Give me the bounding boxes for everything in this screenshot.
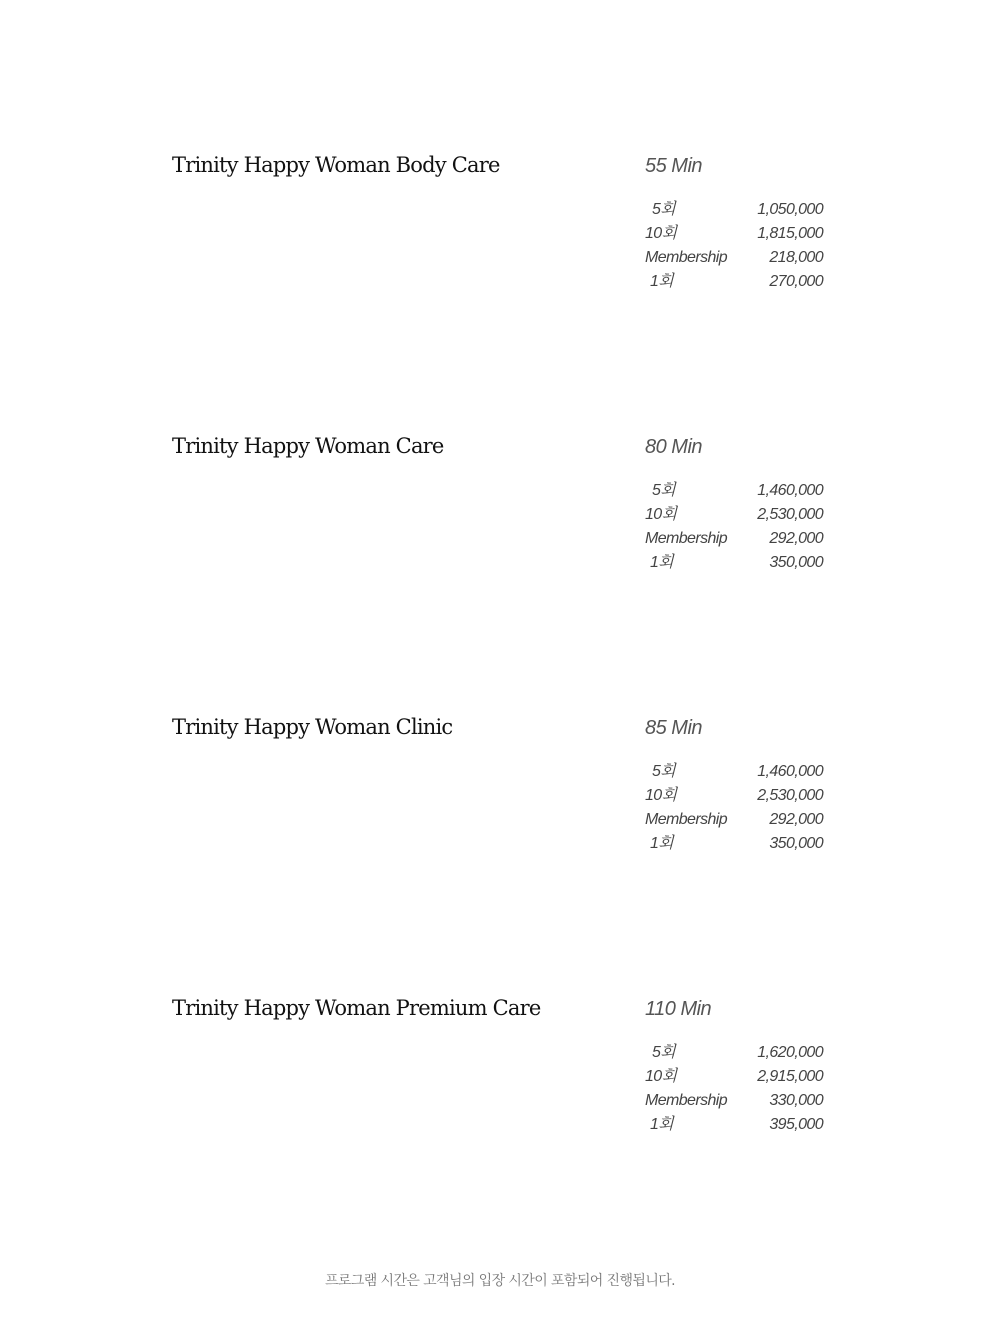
price-value: 330,000 [769, 1092, 823, 1109]
price-value: 1,815,000 [757, 225, 823, 242]
program-duration: 110 Min [645, 998, 712, 1020]
price-row [645, 198, 825, 222]
price-row [645, 784, 825, 808]
price-value: 270,000 [769, 273, 823, 290]
price-label: 10회 [645, 1068, 677, 1085]
price-row [645, 1041, 825, 1065]
price-row [645, 760, 825, 784]
price-row [645, 1089, 825, 1113]
price-list [645, 1041, 825, 1137]
price-row [645, 832, 825, 856]
price-value: 292,000 [769, 530, 823, 547]
price-label: 1회 [650, 554, 674, 571]
price-row [645, 527, 825, 551]
price-value: 2,530,000 [757, 787, 823, 804]
price-row [645, 479, 825, 503]
price-label: 10회 [645, 225, 677, 242]
program-duration: 85 Min [645, 717, 703, 739]
price-value: 350,000 [769, 835, 823, 852]
price-value: 2,915,000 [757, 1068, 823, 1085]
price-label: Membership [645, 249, 728, 266]
program-clinic [0, 715, 1000, 915]
price-value: 292,000 [769, 811, 823, 828]
price-label: 10회 [645, 787, 677, 804]
price-label: Membership [645, 811, 728, 828]
price-label: 5회 [652, 201, 676, 218]
program-title: Trinity Happy Woman Body Care [172, 153, 500, 177]
price-value: 218,000 [769, 249, 823, 266]
price-label: 1회 [650, 273, 674, 290]
footer-note: 프로그램 시간은 고객님의 입장 시간이 포함되어 진행됩니다. [324, 1273, 676, 1289]
price-row [645, 1065, 825, 1089]
price-value: 2,530,000 [757, 506, 823, 523]
price-row [645, 1113, 825, 1137]
price-row [645, 222, 825, 246]
price-label: 5회 [652, 1044, 676, 1061]
price-label: 5회 [652, 763, 676, 780]
price-label: 5회 [652, 482, 676, 499]
program-duration: 80 Min [645, 436, 703, 458]
price-list [645, 479, 825, 575]
price-value: 1,050,000 [757, 201, 823, 218]
price-value: 1,620,000 [757, 1044, 823, 1061]
price-row [645, 551, 825, 575]
price-label: 10회 [645, 506, 677, 523]
price-label: Membership [645, 1092, 728, 1109]
program-care [0, 434, 1000, 634]
price-value: 350,000 [769, 554, 823, 571]
program-title: Trinity Happy Woman Premium Care [172, 996, 541, 1020]
price-list [645, 760, 825, 856]
program-title: Trinity Happy Woman Clinic [172, 715, 453, 739]
program-body-care [0, 153, 1000, 353]
price-list [645, 198, 825, 294]
program-premium-care [0, 996, 1000, 1196]
price-row [645, 808, 825, 832]
price-label: Membership [645, 530, 728, 547]
program-title: Trinity Happy Woman Care [172, 434, 444, 458]
price-row [645, 246, 825, 270]
price-value: 395,000 [769, 1116, 823, 1133]
price-value: 1,460,000 [757, 763, 823, 780]
price-value: 1,460,000 [757, 482, 823, 499]
price-label: 1회 [650, 835, 674, 852]
price-row [645, 503, 825, 527]
price-label: 1회 [650, 1116, 674, 1133]
price-row [645, 270, 825, 294]
program-duration: 55 Min [645, 155, 703, 177]
